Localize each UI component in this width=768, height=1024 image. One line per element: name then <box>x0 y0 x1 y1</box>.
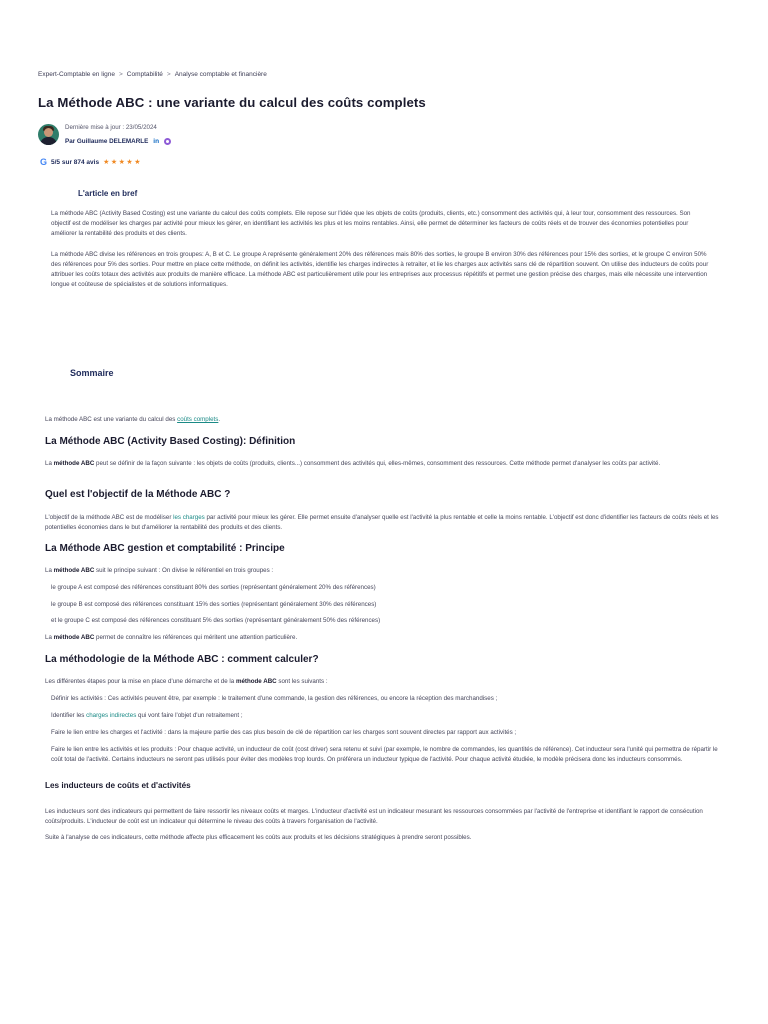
rating-stars-icon: ★★★★★ <box>103 159 142 166</box>
intro-paragraph: La méthode ABC est une variante du calcul des coûts complets. <box>45 416 221 423</box>
breadcrumb-item-comptabilite[interactable]: Comptabilité <box>126 71 163 78</box>
list-item: le groupe B est composé des références constituant 15% des sorties (représentant généralement 30% des références) <box>51 601 377 608</box>
objectif-paragraph: L'objectif de la méthode ABC est de modéliser les charges par activité pour mieux les gérer. Elle permet ensuite d'analyser quelle est l'activité la plus rentable et celle la moins rentable. L'objectif est donc d'identifier les facteurs de coûts réels et les potentielles économies dans le but d'améliorer la rentabilité des produits et des clients. <box>45 514 719 531</box>
table-of-contents-toggle[interactable]: Sommaire <box>70 368 114 378</box>
step-item: Faire le lien entre les charges et l'activité : dans la majeure partie des cas plus besoin de clé de répartition car les charges sont souvent directes par rapport aux activités ; <box>51 729 517 736</box>
list-item: et le groupe C est composé des références constituant 5% des sorties (représentant généralement 50% des références) <box>51 617 381 624</box>
inducteurs-paragraph: Les inducteurs sont des indicateurs qui permettent de faire ressortir les niveaux coûts et marges. L'inducteur d'activité est un indicateur mesurant les ressources consommées par l'activité de l'entreprise et identifiant le rapport de consécution coûts/produits. L'inducteur de coût est un indicateur qui détermine le niveau des coûts à travers l'organisation de l'activité. <box>45 808 703 825</box>
summary-title: L'article en bref <box>78 189 138 198</box>
breadcrumb-separator: > <box>166 71 171 78</box>
definition-paragraph: La méthode ABC peut se définir de la façon suivante : les objets de coûts (produits, clients...) consomment des activités qui, elles-mêmes, consomment des ressources. Cette méthode permet d'analyser les coûts par activité. <box>45 460 661 467</box>
author-line <box>65 138 171 145</box>
author-prefix: Par Guillaume <box>65 138 108 145</box>
section-title-definition: La Méthode ABC (Activity Based Costing): Définition <box>45 436 296 447</box>
section-title-principe: La Méthode ABC gestion et comptabilité : Principe <box>45 543 285 554</box>
les-charges-link[interactable]: les charges <box>173 514 205 521</box>
couts-complets-link[interactable]: coûts complets <box>177 416 219 423</box>
step-item: Définir les activités : Ces activités peuvent être, par exemple : le traitement d'une commande, la gestion des références, ou encore la réception des marchandises ; <box>51 695 498 702</box>
google-icon: G <box>40 157 48 167</box>
section-title-objectif: Quel est l'objectif de la Méthode ABC ? <box>45 489 231 500</box>
breadcrumb <box>38 71 267 78</box>
section-title-methodologie: La méthodologie de la Méthode ABC : comment calculer? <box>45 654 319 665</box>
step-item: Faire le lien entre les activités et les produits : Pour chaque activité, un inducteur de coût (cost driver) sera retenu et suivi (par exemple, le nombre de commandes, les quantités de référence). Cet inducteur sera l'unité qui permettra de répartir le coût total de l'activité. Certains inducteurs ne seront pas utilisés pour éviter des modèles trop lourds. On préférera un inducteur typique de l'activité. Pour chaque activité étudiée, le modèle précisera donc les inducteurs consommés. <box>51 746 718 763</box>
principe-intro: La méthode ABC suit le principe suivant : On divise le référentiel en trois groupes : <box>45 567 274 574</box>
section-title-inducteurs: Les inducteurs de coûts et d'activités <box>45 781 191 790</box>
summary-paragraph: La méthode ABC divise les références en trois groupes: A, B et C. Le groupe A représente généralement 20% des références mais 80% des sorties, le groupe B environ 30% des références pour 15% des sorties, et le groupe C environ 50% des références pour 5% des sorties. Pour mettre en place cette méthode, on définit les activités, identifie les charges indirectes à retraiter, et lie les charges aux activités sans clé de répartition souvent. On utilise des inducteurs de coûts pour attribuer les coûts totaux des activités aux produits de manière efficace. La méthode ABC est particulièrement utile pour les entreprises aux processus répétitifs et permet une gestion précise des charges, mais elle nécessite une intervention longue et coûteuse de spécialistes et de solutions informatiques. <box>51 251 709 288</box>
inducteurs-paragraph: Suite à l'analyse de ces indicateurs, cette méthode affecte plus efficacement les coûts aux produits et les décisions stratégiques à prendre seront possibles. <box>45 834 472 841</box>
charges-indirectes-link[interactable]: charges indirectes <box>86 712 137 719</box>
page-title: La Méthode ABC : une variante du calcul des coûts complets <box>38 95 426 110</box>
breadcrumb-separator: > <box>118 71 123 78</box>
principe-outro: La méthode ABC permet de connaître les références qui méritent une attention particulière. <box>45 634 298 641</box>
breadcrumb-item-home[interactable]: Expert-Comptable en ligne <box>38 71 115 78</box>
author-name[interactable]: DELEMARLE <box>109 138 149 145</box>
step-item: Identifier les charges indirectes qui vont faire l'objet d'un retraitement ; <box>51 712 243 719</box>
avatar <box>38 124 59 145</box>
methodologie-intro: Les différentes étapes pour la mise en place d'une démarche et de la méthode ABC sont les suivants : <box>45 678 328 685</box>
linkedin-icon[interactable]: in <box>153 138 160 145</box>
last-updated: Dernière mise à jour : 23/05/2024 <box>65 124 157 131</box>
rating <box>40 157 142 167</box>
rating-score: 5/5 sur 874 avis <box>51 158 100 166</box>
author-profile-icon[interactable] <box>164 138 171 145</box>
summary-paragraph: La méthode ABC (Activity Based Costing) est une variante du calcul des coûts complets. Elle repose sur l'idée que les objets de coûts (produits, clients, etc.) consomment des activités qui, à leur tour, consomment des ressources. Son objectif est de modéliser les charges par activité pour mieux les gérer, en identifiant les activités les plus et les moins rentables. Ainsi, elle permet de déterminer les facteurs de coûts réels et de trouver des économies potentielles pour améliorer la rentabilité des produits et des clients. <box>51 210 691 237</box>
breadcrumb-item-analyse[interactable]: Analyse comptable et financière <box>174 71 267 78</box>
list-item: le groupe A est composé des références constituant 80% des sorties (représentant généralement 20% des références) <box>51 584 376 591</box>
